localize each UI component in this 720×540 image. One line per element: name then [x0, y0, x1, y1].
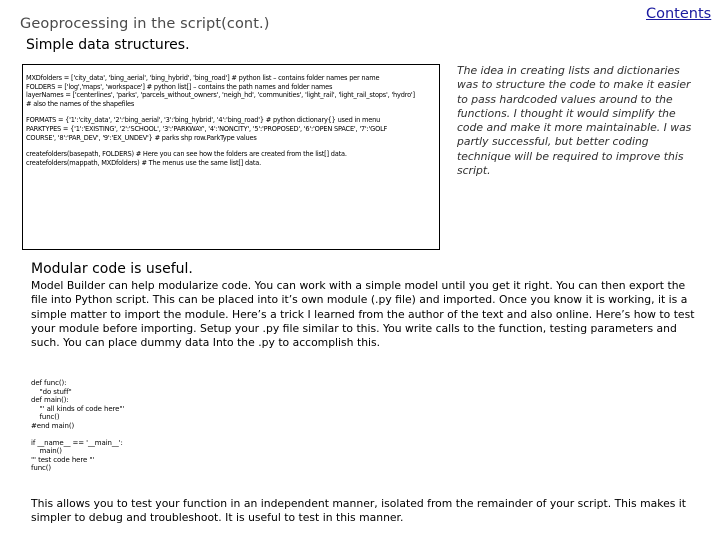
side-note: The idea in creating lists and dictionaries was to structure the code to make it easier to pass hardcoded values around to the functions. I thought it would simplify the code and make it more maintainable. I was partly successful, but better coding technique will be required to improve this script.: [457, 64, 692, 178]
code-line: func(): [31, 413, 60, 422]
code-line: func(): [31, 464, 52, 473]
code-line: PARKTYPES = {'1':'EXISTING', '2':'SCHOOL', '3':'PARKWAY', '4':'NONCITY', '5':'PROPOSED', '6':'OPEN SPACE', '7':'GOLF: [26, 124, 388, 133]
code-line: #end main(): [31, 421, 75, 430]
code-line: "' test code here "': [31, 455, 95, 464]
code-line: createfolders(mappath, MXDfolders) # The menus use the same list[] data.: [26, 158, 261, 167]
code-line: "' all kinds of code here"': [31, 404, 125, 413]
code-snippet-box: [22, 64, 440, 250]
code-line: if __name__ == '__main__':: [31, 438, 123, 447]
code-line: FORMATS = {'1':'city_data', '2':'bing_aerial', '3':'bing_hybrid', '4':'bing_road'} # python dictionary{} used in menu: [26, 116, 381, 125]
section-heading: Modular code is useful.: [31, 261, 193, 277]
page-title: Geoprocessing in the script(cont.): [20, 16, 270, 32]
code-gap: [26, 142, 436, 150]
contents-link[interactable]: Contents: [646, 6, 712, 22]
page-subtitle: Simple data structures.: [26, 37, 190, 53]
code-gap: [26, 108, 436, 116]
code-line: # also the names of the shapefiles: [26, 99, 135, 108]
code-line: "do stuff": [31, 387, 72, 396]
code-line: COURSE', '8':'PAR_DEV', '9':'EX_UNDEV'} # parks shp row.ParkType values: [26, 133, 257, 142]
code-line: layerNames = ['centerlines', 'parks', 'parcels_without_owners', 'neigh_hd', 'communities', 'light_rail', 'light_rail_stops', 'hydro']: [26, 91, 415, 100]
code-line: main(): [31, 447, 62, 456]
code-sample: [31, 379, 124, 473]
code-line: def func():: [31, 379, 67, 387]
code-line: createfolders(basepath, FOLDERS) # Here you can see how the folders are created from the list[] data.: [26, 150, 347, 159]
code-line: def main():: [31, 396, 69, 405]
code-gap: [31, 431, 124, 439]
footer-paragraph: This allows you to test your function in an independent manner, isolated from the remainder of your script. This makes it simpler to debug and troubleshoot. It is useful to test in this manner.: [31, 497, 687, 525]
body-paragraph: Model Builder can help modularize code. You can work with a simple model until you get it right. You can then export the file into Python script. This can be placed into it’s own module (.py file) and imported. Once you know it is working, it is a simple matter to import the module. Here’s a trick I learned from the author of the text and also online. Here’s how to test your module before importing. Setup your .py file similar to this. You write calls to the function, testing parameters and such. You can place dummy data Into the .py to accomplish this.: [31, 279, 695, 350]
code-line: MXDfolders = ['city_data', 'bing_aerial', 'bing_hybrid', 'bing_road'] # python list – contains folder names per name: [26, 74, 380, 82]
code-line: FOLDERS = ['log','maps', 'workspace'] # python list[] – contains the path names and folder names: [26, 82, 333, 91]
